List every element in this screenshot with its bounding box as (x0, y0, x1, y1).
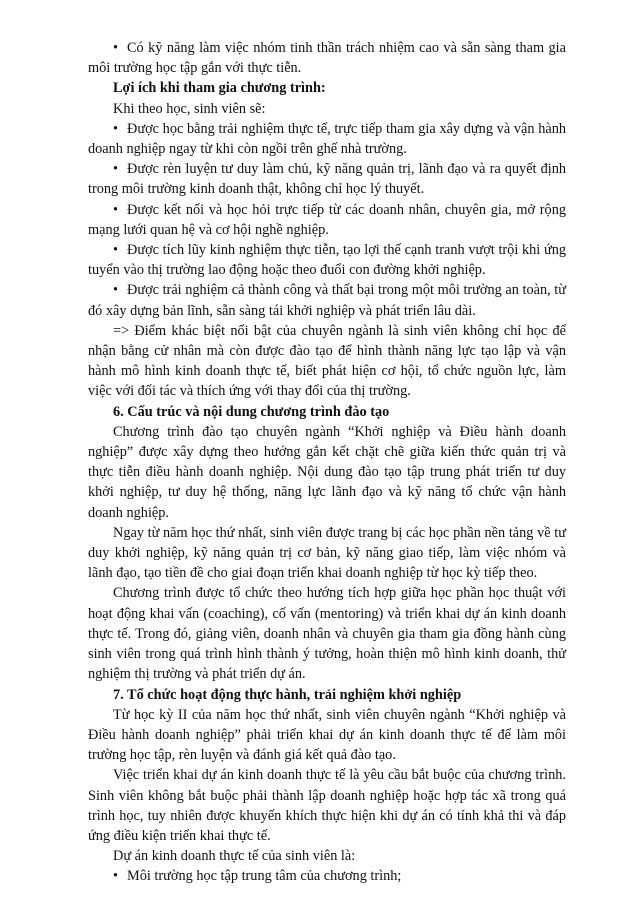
benefit-item (88, 240, 566, 280)
section-7-paragraph: Từ học kỳ II của năm học thứ nhất, sinh viên chuyên ngành “Khởi nghiệp và Điều hành doanh nghiệp” phải triển khai dự án kinh doanh thực tế để làm môi trường học tập, rèn luyện và đánh giá kết quả đào tạo. (88, 706, 566, 764)
section-7-paragraph: Việc triển khai dự án kinh doanh thực tế là yêu cầu bắt buộc của chương trình. Sinh viên không bắt buộc phải thành lập doanh nghiệp hoặc hợp tác xã trong quá trình học, tuy nhiên được khuyến khích thực hiện khi dự án có tính khả thi và đáp ứng điều kiện triển khai thực tế. (88, 767, 566, 844)
benefit-item-text: Được rèn luyện tư duy làm chủ, kỹ năng quản trị, lãnh đạo và ra quyết định trong môi trường kinh doanh thật, không chỉ học lý thuyết. (88, 161, 566, 198)
benefit-item-text: Được trải nghiệm cả thành công và thất bại trong một môi trường an toàn, từ đó xây dựng bản lĩnh, sẵn sàng tái khởi nghiệp và phát triển lâu dài. (88, 282, 566, 319)
benefits-lead: Khi theo học, sinh viên sẽ: (113, 100, 266, 117)
benefit-item (88, 119, 566, 159)
section-6-paragraph: Ngay từ năm học thứ nhất, sinh viên được trang bị các học phần nền tảng về tư duy khởi nghiệp, kỹ năng quản trị cơ bản, kỹ năng giao tiếp, làm việc nhóm và lãnh đạo, tạo tiền đề cho giai đoạn triển khai doanh nghiệp từ học kỳ tiếp theo. (88, 524, 566, 582)
document-page (88, 38, 566, 887)
bullet-icon: • (113, 120, 119, 137)
benefit-item-text: Được tích lũy kinh nghiệm thực tiễn, tạo lợi thế cạnh tranh vượt trội khi ứng tuyển vào thị trường lao động hoặc theo đuổi con đường khởi nghiệp. (88, 242, 566, 279)
section-6-paragraph: Chương trình đào tạo chuyên ngành “Khởi nghiệp và Điều hành doanh nghiệp” được xây dựng theo hướng gắn kết chặt chẽ giữa kiến thức quản trị và thực tiễn điều hành doanh nghiệp. Nội dung đào tạo tập trung phát triển tư duy khởi nghiệp, tư duy hệ thống, năng lực lãnh đạo và kỹ năng tổ chức vận hành doanh nghiệp. (88, 423, 566, 521)
section-7-paragraph: Dự án kinh doanh thực tế của sinh viên là: (113, 848, 356, 865)
benefits-heading: Lợi ích khi tham gia chương trình: (113, 80, 326, 97)
benefit-item-text: Được kết nối và học hỏi trực tiếp từ các doanh nhân, chuyên gia, mở rộng mạng lưới quan hệ và cơ hội nghề nghiệp. (88, 201, 566, 238)
bullet-icon: • (113, 868, 119, 885)
benefit-item (88, 200, 566, 240)
section-6-paragraph: Chương trình được tổ chức theo hướng tích hợp giữa học phần học thuật với hoạt động khai vấn (coaching), cố vấn (mentoring) và triển khai dự án kinh doanh thực tế. Trong đó, giảng viên, doanh nhân và chuyên gia tham gia đồng hành cùng sinh viên trong quá trình hình thành ý tưởng, hoàn thiện mô hình kinh doanh, thử nghiệm thị trường và phát triển dự án. (88, 585, 566, 683)
bullet-icon: • (113, 201, 119, 218)
benefits-conclusion: => Điểm khác biệt nổi bật của chuyên ngành là sinh viên không chỉ học để nhận bằng cử nhân mà còn được đào tạo để hình thành năng lực tạo lập và vận hành mô hình kinh doanh thực tế, biết phát hiện cơ hội, tổ chức nguồn lực, làm việc với đối tác và thích ứng với thay đổi của thị trường. (88, 322, 566, 400)
benefit-item (88, 159, 566, 199)
section-6-heading: 6. Cấu trúc và nội dung chương trình đào tạo (113, 403, 390, 420)
bullet-icon: • (113, 282, 119, 299)
benefit-item-text: Được học bằng trải nghiệm thực tế, trực tiếp tham gia xây dựng và vận hành doanh nghiệp ngay từ khi còn ngồi trên ghế nhà trường. (88, 120, 566, 158)
bullet-icon: • (113, 161, 119, 178)
intro-bullet-text: Có kỹ năng làm việc nhóm tinh thần trách nhiệm cao và sẵn sàng tham gia môi trường học tập gắn với thực tiễn. (88, 40, 566, 77)
section-7-bullet (88, 866, 566, 886)
intro-bullet (88, 38, 566, 78)
bullet-icon: • (113, 242, 119, 259)
section-7-heading: 7. Tổ chức hoạt động thực hành, trải nghiệm khởi nghiệp (113, 686, 462, 703)
section-7-bullet-text: Môi trường học tập trung tâm của chương trình; (127, 868, 402, 885)
benefit-item (88, 280, 566, 320)
bullet-icon: • (113, 40, 119, 56)
